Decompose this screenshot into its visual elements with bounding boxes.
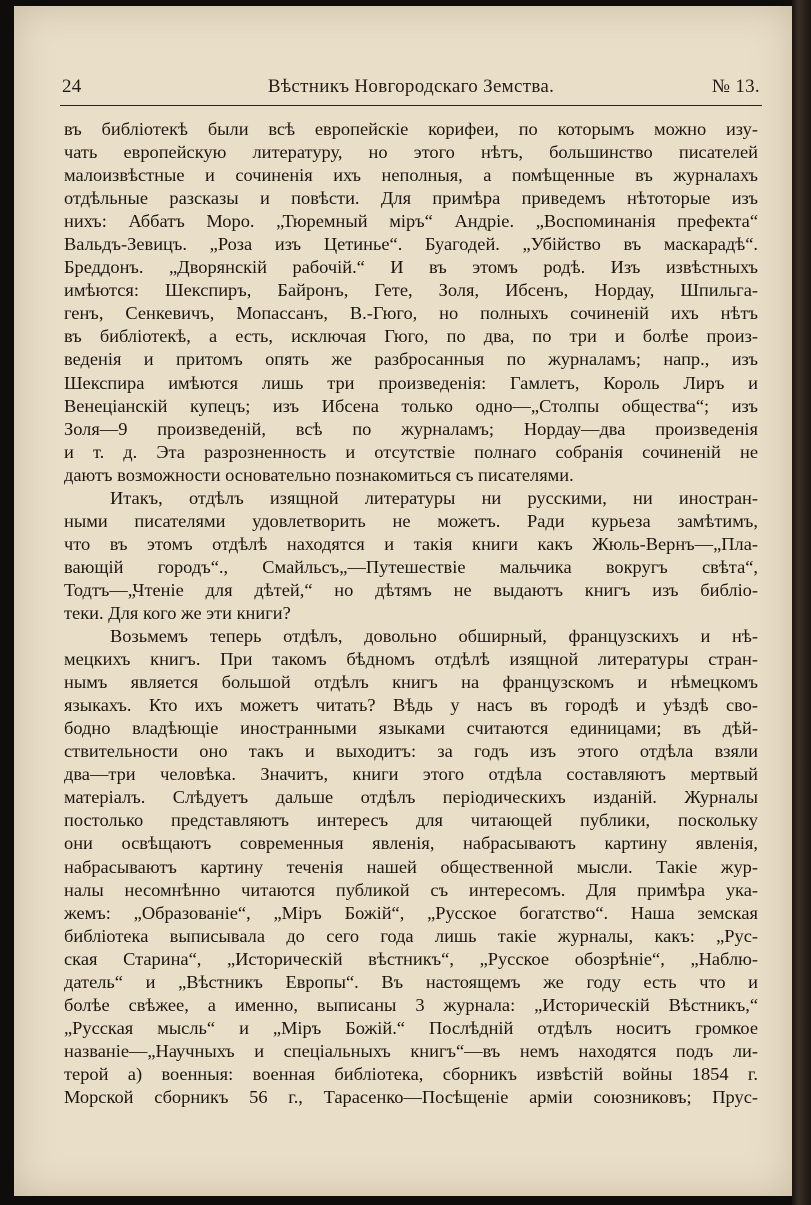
text-line: Бреддонъ. „Дворянскій рабочій.“ И въ этомъ родѣ. Изъ извѣстныхъ <box>64 257 758 278</box>
text-line: бодно владѣющіе иностранными языками считаются единицами; въ дѣй- <box>64 718 758 739</box>
text-line: ствительности оно такъ и выходитъ: за годъ изъ этого отдѣла взяли <box>64 741 758 762</box>
text-line: два—три человѣка. Значитъ, книги этого отдѣла составляютъ мертвый <box>64 764 758 785</box>
running-header <box>62 76 760 104</box>
text-line: Золя—9 произведеній, всѣ по журналамъ; Нордау—два произведенія <box>64 418 758 439</box>
issue-number: № 13. <box>711 76 760 97</box>
text-line: постолько представляютъ интересъ для читающей публики, поскольку <box>64 810 758 831</box>
text-line: и т. д. Эта разрозненность и отсутствіе полнаго собранія сочиненій не <box>64 441 758 462</box>
journal-title: Вѣстникъ Новгородскаго Земства. <box>267 76 555 97</box>
text-line: мецкихъ книгъ. При такомъ бѣдномъ отдѣлѣ изящной литературы стран- <box>64 649 758 670</box>
text-line: библіотека выписывала до сего года лишь такіе журналы, какъ: „Рус- <box>64 925 758 946</box>
text-line: терой а) военныя: военная библіотека, сборникъ извѣстій войны 1854 г. <box>64 1063 758 1084</box>
text-line: набрасываютъ картину теченія нашей общественной мысли. Такіе жур- <box>64 856 758 877</box>
text-line: Шекспира имѣются лишь три произведенія: Гамлетъ, Король Лиръ и <box>64 372 758 393</box>
text-line: чать европейскую литературу, но этого нѣтъ, большинство писателей <box>64 142 758 163</box>
text-line: въ библіотекѣ, а есть, исключая Гюго, по два, по три и болѣе произ- <box>64 326 758 347</box>
text-line: отдѣльные разсказы и повѣсти. Для примѣра приведемъ нѣтоторые изъ <box>64 188 758 209</box>
text-line: налы несомнѣнно читаются публикой съ интересомъ. Для примѣра ука- <box>64 879 758 900</box>
text-line: теки. Для кого же эти книги? <box>64 602 291 623</box>
text-line: генъ, Сенкевичъ, Мопассанъ, В.-Гюго, но полныхъ сочиненій ихъ нѣтъ <box>64 303 758 324</box>
text-line: вающій городъ“., Смайльсъ„—Путешествіе мальчика вокругъ свѣта“, <box>64 556 758 577</box>
article-body <box>64 118 758 1109</box>
header-rule <box>60 105 762 106</box>
text-line: веденія и притомъ опять же разбросанныя по журналамъ; напр., изъ <box>64 349 758 370</box>
text-line: Возьмемъ теперь отдѣлъ, довольно обширный, французскихъ и нѣ- <box>110 626 758 647</box>
text-line: имѣются: Шекспиръ, Байронъ, Гете, Золя, Ибсенъ, Нордау, Шпильга- <box>64 280 758 301</box>
text-line: болѣе свѣжее, а именно, выписаны 3 журнала: „Историческій Вѣстникъ,“ <box>64 994 758 1015</box>
text-line: нымъ является большой отдѣлъ книгъ на французскомъ и нѣмецкомъ <box>64 672 758 693</box>
text-line: ными писателями удовлетворить не можетъ. Ради курьеза замѣтимъ, <box>64 510 758 531</box>
text-line: малоизвѣстные и сочиненія ихъ неполныя, а помѣщенные въ журналахъ <box>64 165 758 186</box>
text-line: названіе—„Научныхъ и спеціальныхъ книгъ“—въ немъ находятся подъ ли- <box>64 1040 758 1061</box>
text-line: жемъ: „Образованіе“, „Міръ Божій“, „Русское богатство“. Наша земская <box>64 902 758 923</box>
page-number: 24 <box>62 76 82 97</box>
text-line: даютъ возможности основательно познакомиться съ писателями. <box>64 464 574 485</box>
text-line: Венеціанскій купецъ; изъ Ибсена только одно—„Столпы общества“; изъ <box>64 395 758 416</box>
text-line: матеріалъ. Слѣдуетъ дальше отдѣлъ періодическихъ изданій. Журналы <box>64 787 758 808</box>
text-line: Вальдъ-Зевицъ. „Роза изъ Цетинье“. Буагодей. „Убійство въ маскарадѣ“. <box>64 234 758 255</box>
text-line: Тодтъ—„Чтеніе для дѣтей,“ но дѣтямъ не выдаютъ книгъ изъ библіо- <box>64 579 758 600</box>
text-line: что въ этомъ отдѣлѣ находятся и такія книги какъ Жюль-Вернъ—„Пла- <box>64 533 758 554</box>
text-line: датель“ и „Вѣстникъ Европы“. Въ настоящемъ же году есть что и <box>64 971 758 992</box>
text-line: „Русская мысль“ и „Міръ Божій.“ Послѣдній отдѣлъ носитъ громкое <box>64 1017 758 1038</box>
text-line: языкахъ. Кто ихъ можетъ читать? Вѣдь у насъ въ городѣ и уѣздѣ сво- <box>64 695 758 716</box>
text-line: въ библіотекѣ были всѣ европейскіе корифеи, по которымъ можно изу- <box>64 119 758 139</box>
text-line: Итакъ, отдѣлъ изящной литературы ни русскими, ни иностран- <box>110 487 758 508</box>
text-line: нихъ: Аббатъ Моро. „Тюремный міръ“ Андріе. „Воспоминанія префекта“ <box>64 211 758 232</box>
binding-edge <box>792 0 811 1205</box>
text-line: они освѣщаютъ современныя явленія, набрасываютъ картину явленія, <box>64 833 758 854</box>
text-line: ская Старина“, „Историческій вѣстникъ“, „Русское обозрѣніе“, „Наблю- <box>64 948 758 969</box>
text-line: Морской сборникъ 56 г., Тарасенко—Посѣщеніе арміи союзниковъ; Прус- <box>64 1086 758 1107</box>
